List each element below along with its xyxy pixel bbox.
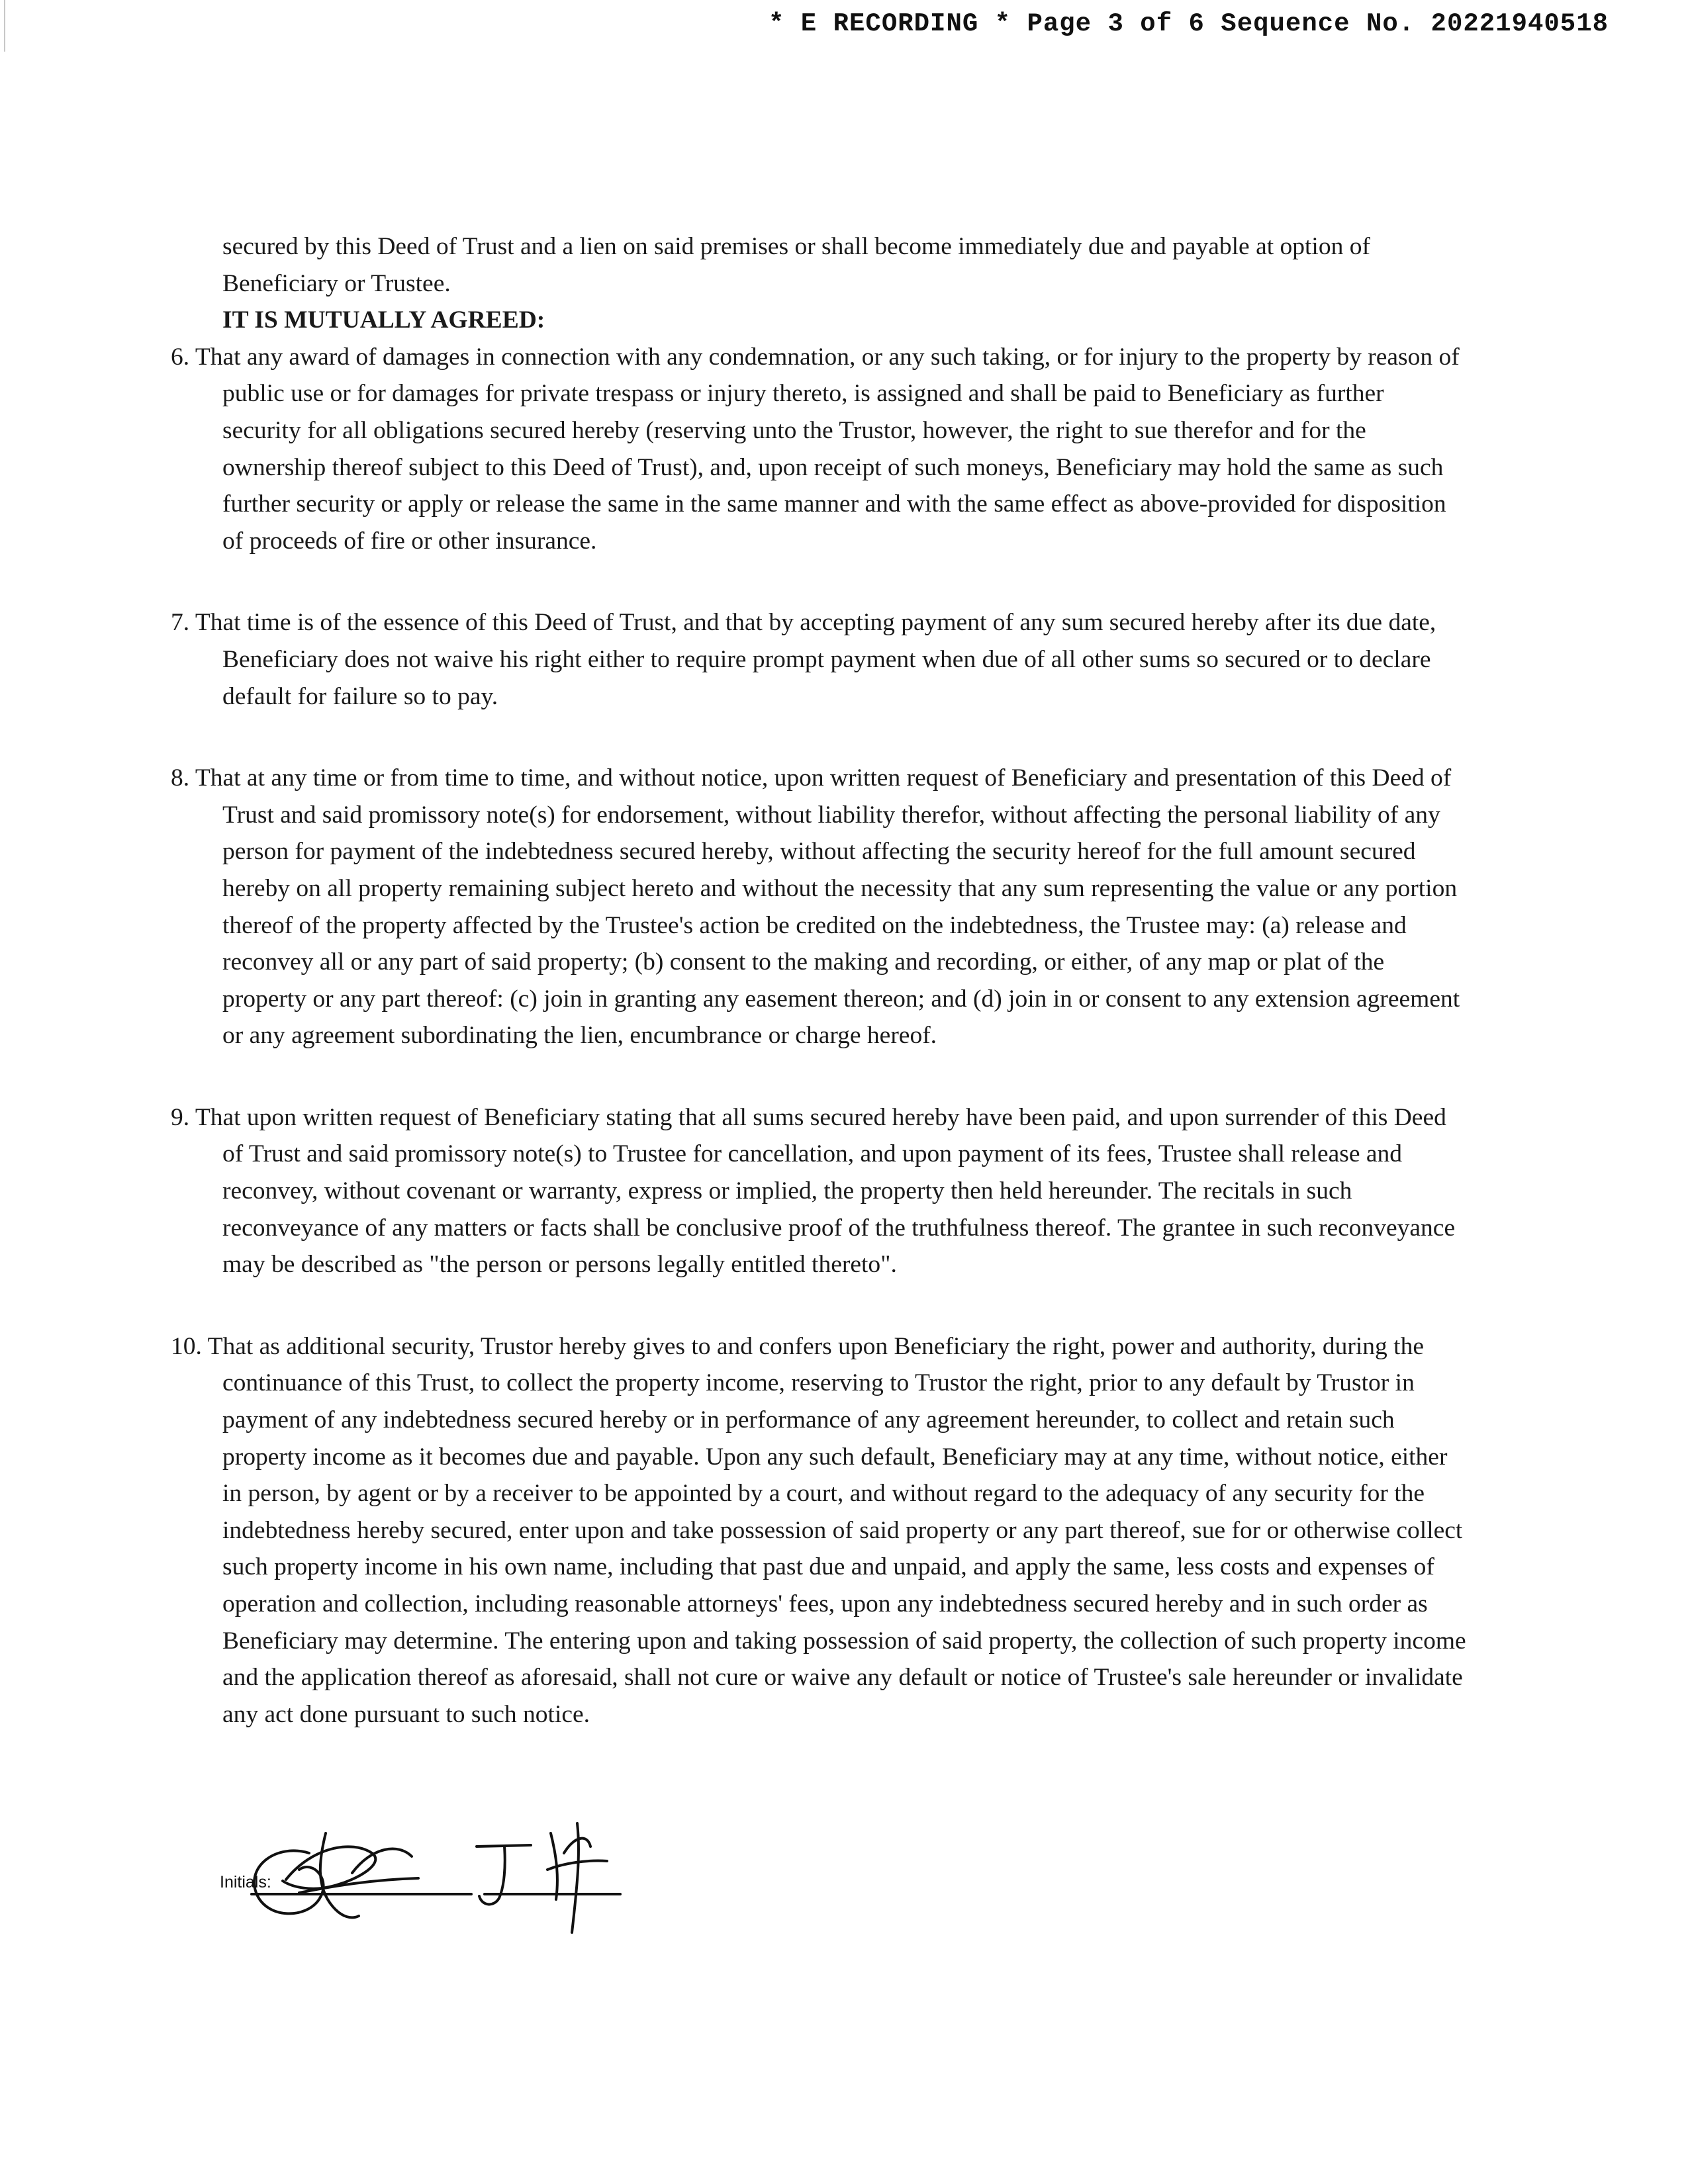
clause-7: 7. That time is of the essence of this Deed of Trust, and that by accepting payment of any sum secured hereby after its due date, Beneficiary does not waive his right either to require prompt payment when due of all other sums so secured or to declare default for failure so to pay. [171, 609, 1436, 710]
initials-signature [220, 1807, 683, 1939]
recording-header: * E RECORDING * Page 3 of 6 Sequence No. 20221940518 [769, 9, 1609, 38]
initials-stroke-5 [352, 1849, 412, 1873]
scan-edge-line [4, 0, 5, 52]
initials-stroke-7 [479, 1846, 505, 1904]
clause-6: 6. That any award of damages in connection with any condemnation, or any such taking, or for injury to the property by reason of public use or for damages for private trespass or injury thereto, is assigned and shall be paid to Beneficiary as further security for all obligations secured hereby (reserving unto the Trustor, however, the right to sue therefor and for the ownership thereof subject to this Deed of Trust), and, upon receipt of such moneys, Beneficiary may hold the same as such further security or apply or release the same in the same manner and with the same effect as above-provided for disposition of proceeds of fire or other insurance. [171, 343, 1460, 555]
section-heading: IT IS MUTUALLY AGREED: [222, 306, 545, 334]
initials-block [220, 1807, 683, 1939]
initials-label: Initials: [220, 1873, 271, 1891]
continuation-paragraph: secured by this Deed of Trust and a lien on said premises or shall become immediately due and payable at option of Beneficiary or Trustee. [222, 233, 1370, 297]
clause-8: 8. That at any time or from time to time, and without notice, upon written request of Beneficiary and presentation of this Deed of Trust and said promissory note(s) for endorsement, without liability therefor, without affecting the personal liability of any person for payment of the indebtedness secured hereby, without affecting the security hereof for the full amount secured hereby on all property remaining subject hereto and without the necessity that any sum representing the value or any portion thereof of the property affected by the Trustee's action be credited on the indebtedness, the Trustee may: (a) release and reconvey all or any part of said property; (b) consent to the making and recording, or either, of any map or plat of the property or any part thereof: (c) join in granting any easement thereon; and (d) join in or consent to any extension agreement or any agreement subordinating the lien, encumbrance or charge hereof. [171, 764, 1460, 1050]
initials-stroke-1 [254, 1850, 324, 1913]
initials-stroke-4 [299, 1878, 418, 1893]
deed-of-trust-body [171, 228, 1468, 1733]
clause-9: 9. That upon written request of Beneficiary stating that all sums secured hereby have been paid, and upon surrender of this Deed of Trust and said promissory note(s) to Trustee for cancellation, and upon payment of its fees, Trustee shall release and reconvey, without covenant or warranty, express or implied, the property then held hereunder. The recitals in such reconveyance of any matters or facts shall be conclusive proof of the truthfulness thereof. The grantee in such reconveyance may be described as "the person or persons legally entitled thereto". [171, 1103, 1456, 1279]
clause-10: 10. That as additional security, Trustor hereby gives to and confers upon Beneficiary the right, power and authority, during the continuance of this Trust, to collect the property income, reserving to Trustor the right, prior to any default by Trustor in payment of any indebtedness secured hereby or in performance of any agreement hereunder, to collect and retain such property income as it becomes due and payable. Upon any such default, Beneficiary may at any time, without notice, either in person, by agent or by a receiver to be appointed by a court, and without regard to the adequacy of any security for the indebtedness hereby secured, enter upon and take possession of said property or any part thereof, sue for or otherwise collect such property income in his own name, including that past due and unpaid, and apply the same, less costs and expenses of operation and collection, including reasonable attorneys' fees, upon any indebtedness secured hereby and in such order as Beneficiary may determine. The entering upon and taking possession of said property, the collection of such property income and the application thereof as aforesaid, shall not cure or waive any default or notice of Trustee's sale hereunder or invalidate any act done pursuant to such notice. [171, 1332, 1466, 1728]
